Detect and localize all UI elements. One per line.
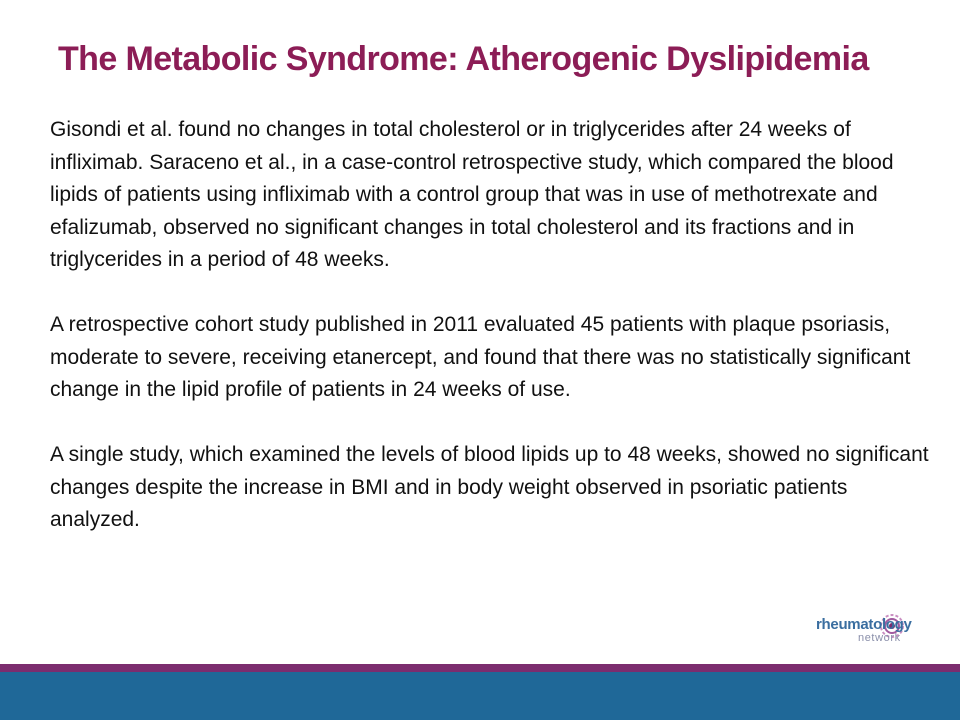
logo-wordmark: rheumatology [816, 616, 912, 633]
body-paragraph-2: A retrospective cohort study published in 2011 evaluated 45 patients with plaque psoriasis, moderate to severe, receiving etanercept, and found that there was no statistically significant change in the lipid profile of patients in 24 weeks of use. [50, 313, 911, 401]
body-paragraph-1: Gisondi et al. found no changes in total cholesterol or in triglycerides after 24 weeks of infliximab. Saraceno et al., in a case-control retrospective study, which compared the blood lipids of patients using infliximab with a control group that was in use of methotrexate and efalizumab, observed no significant changes in total cholesterol and its fractions and in triglycerides in a period of 48 weeks. [50, 118, 894, 271]
slide-title: The Metabolic Syndrome: Atherogenic Dyslipidemia [58, 40, 869, 78]
rheumatology-network-logo [812, 608, 932, 658]
body-paragraph-3: A single study, which examined the levels of blood lipids up to 48 weeks, showed no significant changes despite the increase in BMI and in body weight observed in psoriatic patients analyzed. [50, 443, 929, 531]
slide-body [50, 114, 930, 537]
footer-band [0, 672, 960, 720]
logo-subtitle: network [858, 632, 901, 644]
footer-accent-stripe [0, 664, 960, 672]
